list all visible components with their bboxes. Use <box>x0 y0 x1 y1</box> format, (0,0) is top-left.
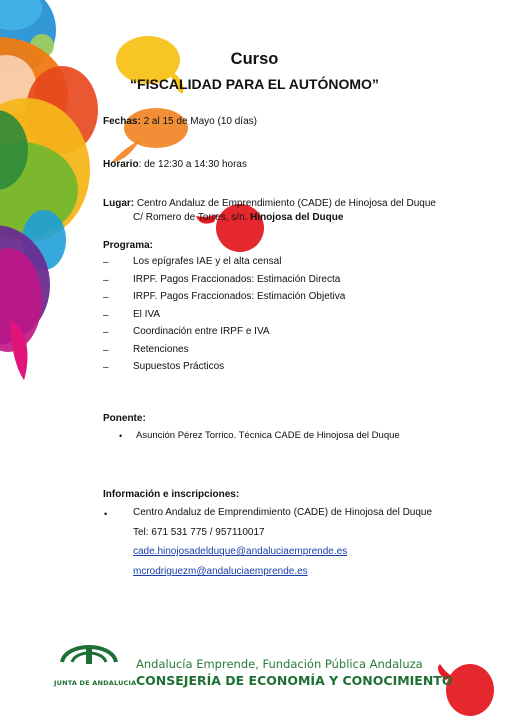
page-title: Curso <box>230 50 279 68</box>
email-link-contact[interactable]: mcrodriguezm@andaluciaemprende.es <box>133 566 308 577</box>
list-dash: – <box>103 362 109 373</box>
programa-item: Supuestos Prácticos <box>133 361 225 372</box>
horario-row <box>103 159 247 170</box>
informacion-center: Centro Andaluz de Emprendimiento (CADE) de Hinojosa del Duque <box>133 507 433 518</box>
junta-de-andalucia-logo <box>56 632 122 676</box>
programa-label: Programa: <box>103 240 154 251</box>
list-dash: – <box>103 275 109 286</box>
course-subtitle: “FISCALIDAD PARA EL AUTÓNOMO” <box>130 76 379 92</box>
programa-item: Retenciones <box>133 344 189 355</box>
fechas-value: 2 al 15 de Mayo (10 días) <box>140 116 257 127</box>
footer-foundation: Andalucía Emprende, Fundación Pública Andaluza <box>136 657 423 671</box>
bullet-icon: • <box>104 509 108 519</box>
lugar-label: Lugar: <box>103 198 135 209</box>
junta-label: JUNTA DE ANDALUCIA <box>54 679 137 687</box>
lugar-address <box>133 212 343 223</box>
horario-value: : de 12:30 a 14:30 horas <box>138 159 247 170</box>
lugar-row <box>103 198 436 209</box>
horario-label: Horario <box>103 159 139 170</box>
lugar-street: C/ Romero de Torres, s/n. <box>133 212 251 223</box>
programa-item: IRPF. Pagos Fraccionados: Estimación Objetiva <box>133 291 346 302</box>
list-dash: – <box>103 345 109 356</box>
list-dash: – <box>103 257 109 268</box>
email-link-cade[interactable]: cade.hinojosadelduque@andaluciaemprende.es <box>133 546 348 557</box>
lugar-town: Hinojosa del Duque <box>250 212 344 223</box>
programa-item: Los epígrafes IAE y el alta censal <box>133 256 282 267</box>
ponente-label: Ponente: <box>103 413 146 424</box>
list-dash: – <box>103 310 109 321</box>
informacion-label: Información e inscripciones: <box>103 489 240 500</box>
list-dash: – <box>103 292 109 303</box>
programa-item: El IVA <box>133 309 161 320</box>
list-dash: – <box>103 327 109 338</box>
bullet-icon: • <box>119 431 123 441</box>
programa-item: Coordinación entre IRPF e IVA <box>133 326 270 337</box>
ponente-value: Asunción Pérez Torrico. Técnica CADE de Hinojosa del Duque <box>136 430 400 441</box>
informacion-tel: Tel: 671 531 775 / 957110017 <box>133 527 265 538</box>
fechas-row <box>103 116 257 127</box>
lugar-line1: Centro Andaluz de Emprendimiento (CADE) de Hinojosa del Duque <box>134 198 436 209</box>
programa-item: IRPF. Pagos Fraccionados: Estimación Directa <box>133 274 341 285</box>
fechas-label: Fechas: <box>103 116 141 127</box>
footer-consejeria: CONSEJERÍA DE ECONOMÍA Y CONOCIMIENTO <box>136 673 453 688</box>
